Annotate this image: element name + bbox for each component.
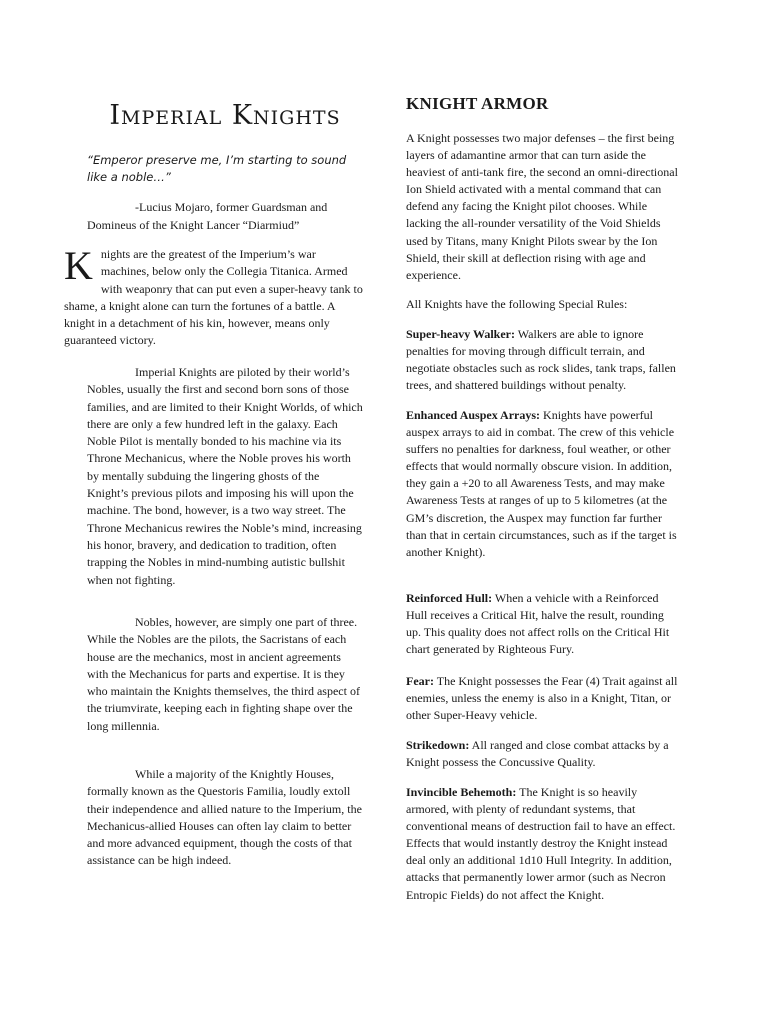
quote-attribution [87,199,363,234]
paragraph-2: Imperial Knights are piloted by their world’s Nobles, usually the first and second born sons of those families, and are limited to their Knight Worlds, of which there are only a few hundred left in the galaxy. Each Noble Pilot is mentally bonded to his machine via its Throne Mechanicus, where the Noble proves his worth by mentally subduing the lingering ghosts of the Knight’s previous pilots and imposing his will upon the machine. The bond, however, is a two way street. The Throne Mechanicus rewires the Noble’s mind, increasing his honor, bravery, and dedication to tradition, often trapping the Nobles in mind-numbing autistic bullshit when not fighting. [87,365,363,587]
intro-block [64,243,363,350]
rule-text: The Knight is so heavily armored, with plenty of redundant systems, that conventional means of destruction fail to have an effect. Effects that would instantly destroy the Knight instead deal only an additional 1d10 Hull Integrity. In addition, attacks that permanently lower armor (such as Necron Entropic Fields) do not affect the Knight. [406,785,676,902]
rule-enhanced-auspex [406,407,678,561]
rule-strikedown [406,737,678,771]
rule-text: The Knight possesses the Fear (4) Trait against all enemies, unless the enemy is also in a Knight, Titan, or other Super-Heavy vehicle. [406,674,678,723]
section-heading: KNIGHT ARMOR [406,94,549,113]
rule-name: Reinforced Hull: [406,591,493,605]
rule-name: Fear: [406,674,434,688]
rule-text: Knights have powerful auspex arrays to aid in combat. The crew of this vehicle suffers no penalties for darkness, foul weather, or other effects that would normally obscure vision. In addition, they gain a +20 to all Awareness Tests, and may make Awareness Tests at ranges of up to 5 kilometres (at the GM’s discretion, the Auspex may function far further than that in certain circumstances, such as if the target is another Knight). [406,408,677,559]
rule-name: Super-heavy Walker: [406,327,516,341]
paragraph-4: While a majority of the Knightly Houses, formally known as the Questoris Familia, loudly extoll their independence and allied nature to the Imperium, the Mechanicus-allied Houses can often lay claim to better and more advanced equipment, though the costs of that assistance can be high indeed. [87,767,362,868]
rule-name: Invincible Behemoth: [406,785,517,799]
drop-cap: K [64,243,93,288]
rule-fear [406,673,678,724]
paragraph-1: nights are the greatest of the Imperium’s war machines, below only the Collegia Titanica. Armed with weaponry that can put even a super-heavy tank to shame, a knight alone can turn the fortunes of a battle. A knight in a detachment of his kin, however, means only guaranteed victory. [64,247,363,348]
page-title: Imperial Knights [109,100,341,131]
armor-intro: A Knight possesses two major defenses – the first being layers of adamantine armor that can turn aside the heaviest of anti-tank fire, the second an omni-directional Ion Shield activated with a mental command that can defend any facing the Knight pilot chooses. While lacking the all-rounder versatility of the Void Shields used by Titans, many Knight Pilots swear by the Ion Shield, their skill at deflection rising with age and experience. [406,131,678,282]
rules-intro: All Knights have the following Special Rules: [406,297,628,311]
rule-text: Walkers are able to ignore penalties for moving through difficult terrain, and negotiate obstacles such as rock slides, tank traps, fallen trees, and shattered buildings without penalty. [406,327,676,393]
rule-super-heavy-walker [406,326,678,394]
attribution-line-1: -Lucius Mojaro, former Guardsman and [135,200,328,214]
rule-name: Strikedown: [406,738,470,752]
attribution-line-2: Domineus of the Knight Lancer “Diarmiud” [87,217,300,232]
rule-reinforced-hull [406,590,678,658]
rule-name: Enhanced Auspex Arrays: [406,408,541,422]
paragraph-3: Nobles, however, are simply one part of three. While the Nobles are the pilots, the Sacristans of each house are the mechanics, most in ancient agreements with the Mechanicus for parts and expertise. It is they who maintain the Knights themselves, the third aspect of the triumvirate, keeping each in fighting shape over the long millennia. [87,615,360,733]
rule-text: All ranged and close combat attacks by a Knight possess the Concussive Quality. [406,738,669,770]
rule-invincible-behemoth [406,784,678,904]
epigraph-quote: “Emperor preserve me, I’m starting to sound like a noble…” [87,153,347,184]
rule-text: When a vehicle with a Reinforced Hull receives a Critical Hit, halve the result, rounding up. This quality does not affect rolls on the Critical Hit chart generated by Righteous Fury. [406,591,670,657]
